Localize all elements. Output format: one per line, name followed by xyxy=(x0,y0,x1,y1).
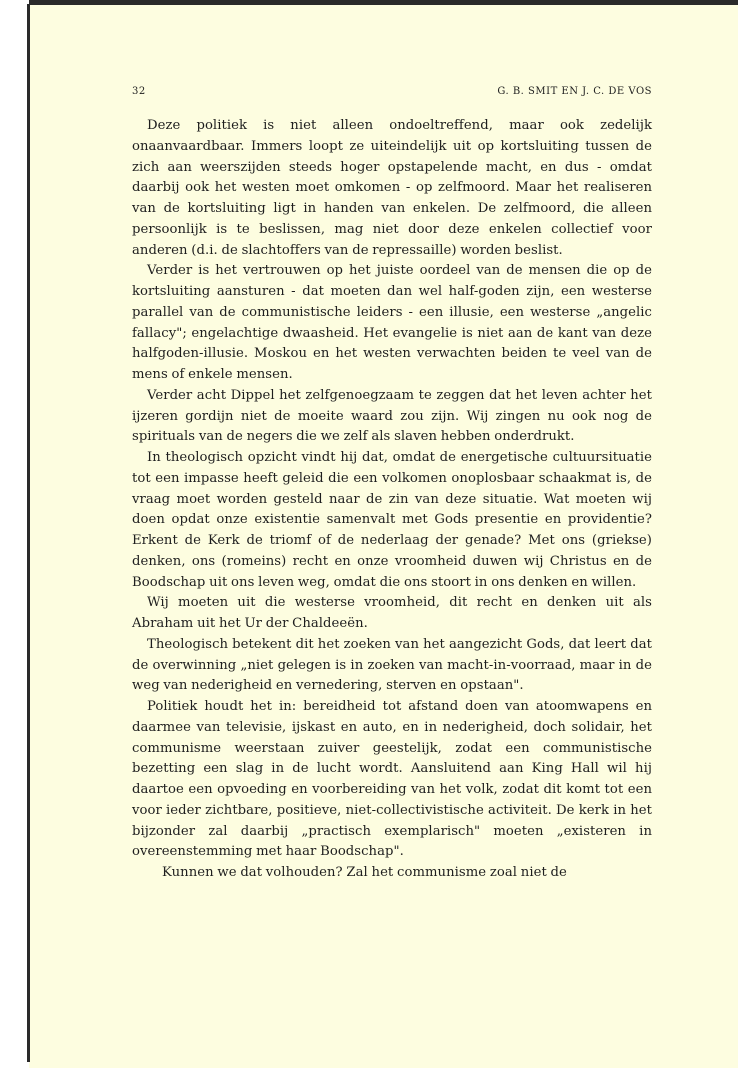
paragraph: Verder is het vertrouwen op het juiste oordeel van de mensen die op de kortsluiting aansturen - dat moeten dan wel half-goden zijn, een westerse parallel van de communistische leiders - een illusie, een westerse „angelic fallacy"; engelachtige dwaasheid. Het evangelie is niet aan de kant van deze halfgoden-illusie. Moskou en het westen verwachten beiden te veel van de mens of enkele mensen. xyxy=(132,263,652,382)
paragraph: Kunnen we dat volhouden? Zal het communisme zoal niet de xyxy=(162,865,567,880)
paragraph: Wij moeten uit die westerse vroomheid, dit recht en denken uit als Abraham uit het Ur der Chaldeeën. xyxy=(132,595,652,631)
paragraph: Verder acht Dippel het zelfgenoegzaam te zeggen dat het leven achter het ijzeren gordijn niet de moeite waard zou zijn. Wij zingen nu ook nog de spirituals van de negers die we zelf als slaven hebben onderdrukt. xyxy=(132,387,652,445)
paragraph: Deze politiek is niet alleen ondoeltreffend, maar ook zedelijk onaanvaardbaar. Immers loopt ze uiteindelijk uit op kortsluiting tussen de zich aan weerszijden steeds hoger opstapelende macht, en dus - omdat daarbij ook het westen moet omkomen - op zelfmoord. Maar het realiseren van de kortsluiting ligt in handen van enkelen. De zelfmoord, die alleen persoonlijk is te beslissen, mag niet door deze enkelen collectief voor anderen (d.i. de slachtoffers van de repressaille) worden beslist. xyxy=(132,118,652,258)
paragraph: Politiek houdt het in: bereidheid tot afstand doen van atoomwapens en daarmee van televisie, ijskast en auto, en in nederigheid, doch solidair, het communisme weerstaan zuiver geestelijk, zodat een communistische bezetting een slag in de lucht wordt. Aansluitend aan King Hall wil hij daartoe een opvoeding en voorbereiding van het volk, zodat dit komt tot een voor ieder zichtbare, positieve, niet-collectivistische activiteit. De kerk in het bijzonder zal daarbij „practisch exemplarisch" moeten „existeren in overeenstemming met haar Boodschap". xyxy=(132,699,652,860)
running-head xyxy=(132,86,652,97)
scan-top-edge xyxy=(29,0,738,5)
running-head-authors: G. B. SMIT EN J. C. DE VOS xyxy=(497,86,652,97)
scan-left-edge xyxy=(0,0,29,1068)
paragraph: Theologisch betekent dit het zoeken van het aangezicht Gods, dat leert dat de overwinning „niet gelegen is in zoeken van macht-in-voorraad, maar in de weg van nederigheid en vernedering, sterven en opstaan". xyxy=(132,636,652,694)
body-text xyxy=(132,116,652,884)
page-number: 32 xyxy=(132,86,146,97)
paragraph: In theologisch opzicht vindt hij dat, omdat de energetische cultuursituatie tot een impasse heeft geleid die een volkomen onoplosbaar schaakmat is, de vraag moet worden gesteld naar de zin van deze situatie. Wat moeten wij doen opdat onze existentie samenvalt met Gods presentie en providentie? Erkent de Kerk de triomf of de nederlaag der genade? Met ons (griekse) denken, ons (romeins) recht en onze vroomheid duwen wij Christus en de Boodschap uit ons leven weg, omdat die ons stoort in ons denken en willen. xyxy=(132,450,652,590)
book-page xyxy=(132,86,652,884)
